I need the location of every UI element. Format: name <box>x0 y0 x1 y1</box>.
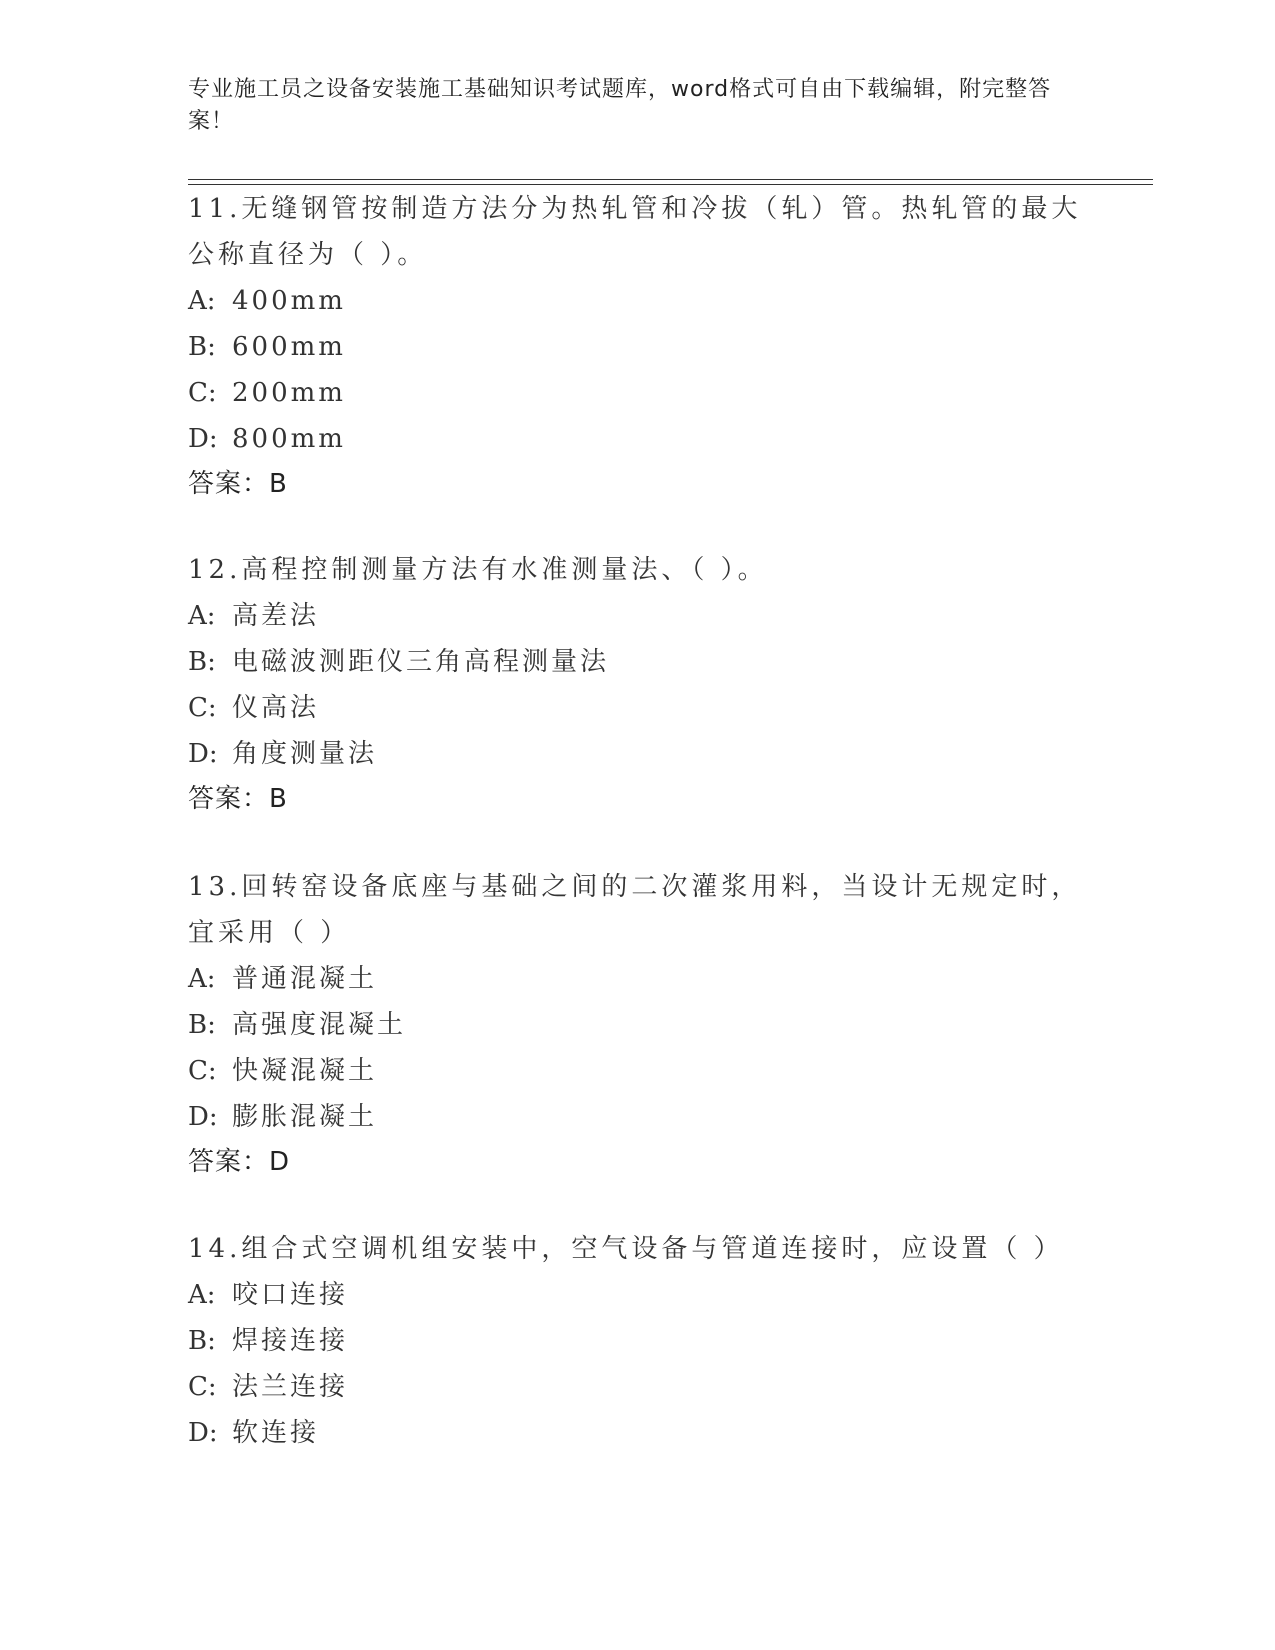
document-header: 专业施工员之设备安装施工基础知识考试题库，word格式可自由下载编辑，附完整答案！ <box>188 77 1052 134</box>
option-text: 软连接 <box>232 1418 320 1448</box>
option-d <box>188 1094 1088 1140</box>
option-text: 电磁波测距仪三角高程测量法 <box>232 647 610 677</box>
answer-line: 答案：B <box>188 469 288 499</box>
question-text <box>188 864 1088 956</box>
option-letter: A: <box>188 601 216 631</box>
option-letter: A: <box>188 1280 216 1310</box>
question-block <box>188 1226 1088 1456</box>
option-c <box>188 1048 1088 1094</box>
question-text <box>188 186 1088 278</box>
option-text: 法兰连接 <box>232 1372 349 1402</box>
option-text: 角度测量法 <box>232 739 378 769</box>
option-a <box>188 278 1088 324</box>
question-stem: 回转窑设备底座与基础之间的二次灌浆用料，当设计无规定时，宜采用（ ） <box>188 872 1082 948</box>
option-c <box>188 685 1088 731</box>
option-text: 高强度混凝土 <box>232 1010 407 1040</box>
question-number: 14. <box>188 1234 242 1264</box>
option-d <box>188 731 1088 777</box>
option-b <box>188 639 1088 685</box>
option-letter: D: <box>188 1418 218 1448</box>
header-divider-bottom <box>188 184 1153 185</box>
option-text: 400mm <box>232 286 346 316</box>
option-b <box>188 1002 1088 1048</box>
question-stem: 组合式空调机组安装中，空气设备与管道连接时，应设置（ ） <box>241 1234 1064 1264</box>
option-text: 焊接连接 <box>232 1326 349 1356</box>
question-number: 13. <box>188 872 242 902</box>
option-letter: D: <box>188 424 218 454</box>
option-text: 高差法 <box>232 601 320 631</box>
question-number: 11. <box>188 194 242 224</box>
option-text: 800mm <box>232 424 346 454</box>
option-c <box>188 370 1088 416</box>
question-text <box>188 547 1088 593</box>
option-d <box>188 1410 1088 1456</box>
header-divider-top <box>188 179 1153 180</box>
option-text: 快凝混凝土 <box>232 1056 378 1086</box>
option-c <box>188 1364 1088 1410</box>
option-letter: A: <box>188 964 216 994</box>
question-number: 12. <box>188 555 242 585</box>
option-text: 仪高法 <box>232 693 320 723</box>
option-letter: A: <box>188 286 216 316</box>
question-stem: 无缝钢管按制造方法分为热轧管和冷拔（轧）管。热轧管的最大公称直径为（ ）。 <box>188 194 1082 270</box>
question-stem: 高程控制测量方法有水准测量法、（ ）。 <box>241 555 768 585</box>
option-a <box>188 956 1088 1002</box>
option-text: 200mm <box>232 378 346 408</box>
answer-line: 答案：D <box>188 1147 291 1177</box>
option-letter: B: <box>188 647 216 677</box>
option-text: 膨胀混凝土 <box>232 1102 378 1132</box>
option-letter: C: <box>188 1056 217 1086</box>
question-text <box>188 1226 1088 1272</box>
option-a <box>188 1272 1088 1318</box>
option-text: 普通混凝土 <box>232 964 378 994</box>
option-letter: D: <box>188 1102 218 1132</box>
option-letter: B: <box>188 332 216 362</box>
option-letter: B: <box>188 1010 216 1040</box>
option-b <box>188 324 1088 370</box>
option-d <box>188 416 1088 462</box>
option-letter: C: <box>188 693 217 723</box>
question-block <box>188 547 1088 821</box>
option-text: 600mm <box>232 332 346 362</box>
option-letter: C: <box>188 1372 217 1402</box>
option-b <box>188 1318 1088 1364</box>
question-block <box>188 864 1088 1184</box>
option-letter: D: <box>188 739 218 769</box>
answer-line: 答案：B <box>188 784 288 814</box>
question-block <box>188 186 1088 506</box>
option-letter: B: <box>188 1326 216 1356</box>
option-text: 咬口连接 <box>232 1280 349 1310</box>
option-a <box>188 593 1088 639</box>
option-letter: C: <box>188 378 217 408</box>
